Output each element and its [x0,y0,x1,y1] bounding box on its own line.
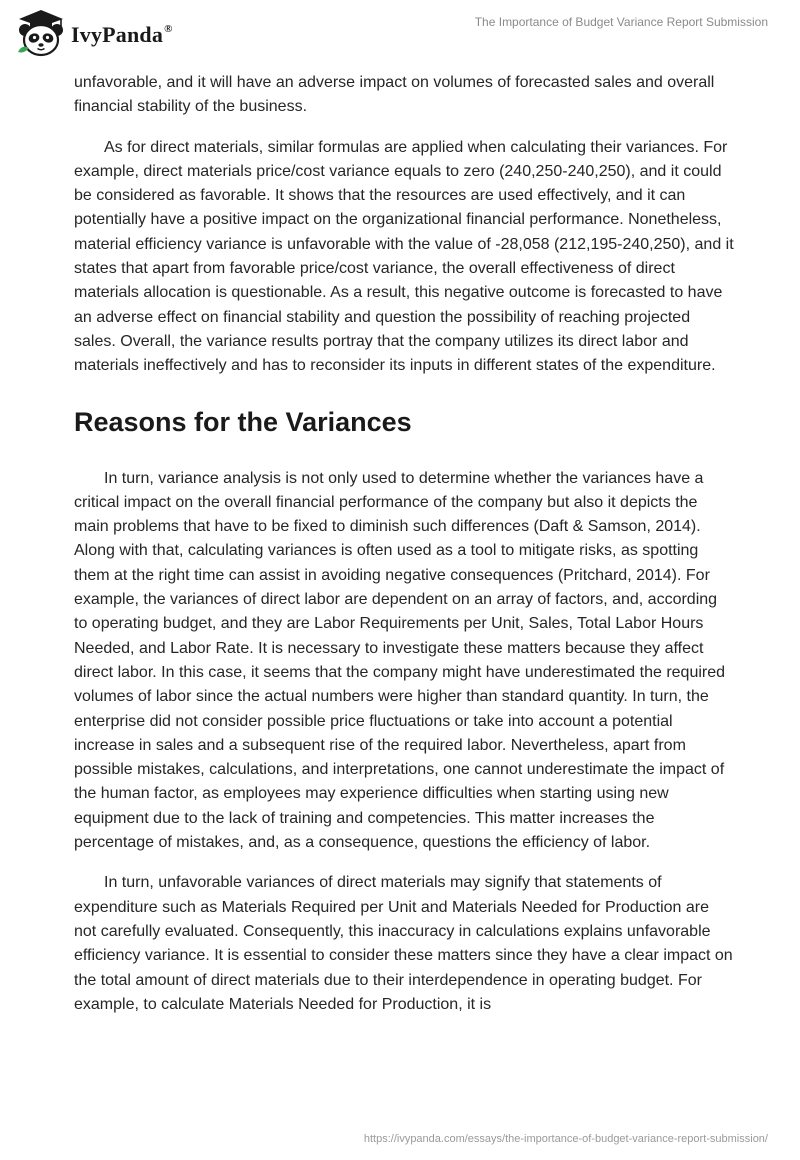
paragraph: unfavorable, and it will have an adverse impact on volumes of forecasted sales and overall financial stability of the business. [74,74,715,116]
paragraph: As for direct materials, similar formulas are applied when calculating their variances. For example, direct materials price/cost variance equals to zero (240,250-240,250), and it could be considered as favorable. It shows that the resources are used effectively, and it can potentially have a positive impact on the organizational financial performance. Nonetheless, material efficiency variance is unfavorable with the value of -28,058 (212,195-240,250), and it states that apart from favorable price/cost variance, the overall effectiveness of direct materials allocation is questionable. As a result, this negative outcome is forecasted to have an adverse effect on financial stability and question the possibility of reaching projected sales. Overall, the variance results portray that the company utilizes its direct labor and materials ineffectively and has to reconsider its inputs in different states of the expenditure. [74,138,734,375]
panda-graduate-icon [13,8,69,58]
brand-name: IvyPanda® [71,22,173,47]
brand-logo[interactable] [13,8,173,58]
document-title: The Importance of Budget Variance Report Submission [474,15,768,29]
page-header [0,0,800,70]
section-heading: Reasons for the Variances [74,406,412,437]
paragraph: In turn, variance analysis is not only used to determine whether the variances have a critical impact on the overall financial performance of the company but also it depicts the main problems that have to be fixed to diminish such differences (Daft & Samson, 2014). Along with that, calculating variances is often used as a tool to mitigate risks, as spotting them at the right time can assist in avoiding negative consequences (Pritchard, 2014). For example, the variances of direct labor are dependent on an array of factors, and, according to operating budget, and they are Labor Requirements per Unit, Sales, Total Labor Hours Needed, and Labor Rate. It is necessary to investigate these matters because they affect direct labor. In this case, it seems that the company might have underestimated the required volumes of labor since the actual numbers were higher than standard quantity. In turn, the enterprise did not consider possible price fluctuations or take into account a potential increase in sales and a subsequent rise of the required labor. Nevertheless, apart from possible mistakes, calculations, and interpretations, one cannot underestimate the impact of the human factor, as employees may experience difficulties when starting using new equipment due to the lack of training and competencies. This matter increases the percentage of mistakes, and, as a consequence, questions the efficiency of labor. [74,469,726,852]
source-url-link[interactable]: https://ivypanda.com/essays/the-importance-of-budget-variance-report-submission/ [363,1133,768,1145]
essay-body [74,71,734,1033]
paragraph: In turn, unfavorable variances of direct materials may signify that statements of expenditure such as Materials Required per Unit and Materials Needed for Production are not carefully evaluated. Consequently, this inaccuracy in calculations explains unfavorable efficiency variance. It is essential to consider these matters since they have a clear impact on the total amount of direct materials due to their interdependence in operating budget. For example, to calculate Materials Needed for Production, it is [74,874,733,1013]
